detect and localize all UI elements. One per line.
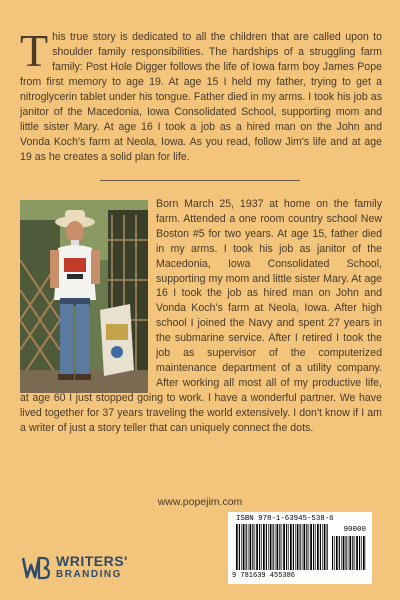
drop-cap: T [20,25,49,76]
author-bio [20,197,382,436]
author-website: www.popejim.com [157,496,243,508]
publisher-name-line1: WRITERS' [56,553,128,569]
blurb-text: his true story is dedicated to all the children that are called upon to shoulder family responsibilities. The hardships of a struggling farm family: Post Hole Digger follows the life of Iowa farm boy James Pope from first memory to age 19. At age 15 I held my father, trying to get a nitroglycerin tablet under his tongue. Father died in my arms. I took his job as janitor of the Macedonia, Iowa Consolidated School, supporting mom and little sister Mary. At age 16 I took a job as a hired man on the John and Vonda Koch's farm at Neola, Iowa. As you read, follow Jim's life and at age 19 as he creates a solid plan for life. [20,31,382,163]
isbn-barcode [228,512,372,584]
section-divider [100,180,300,181]
wb-logo-icon [22,555,50,581]
price-code: 90000 [343,526,366,534]
barcode-digits: 9 781639 455386 [232,572,296,580]
isbn-label: ISBN 978-1-63945-538-6 [236,515,334,523]
back-cover-blurb [20,25,382,165]
publisher-name [56,555,128,581]
publisher-logo [22,555,128,581]
photo-spacer [20,197,156,377]
publisher-name-line2: BRANDING [56,569,122,580]
bio-text: Born March 25, 1937 at home on the family farm. Attended a one room country school New Boston #5 for two years. At age 15, father died in my arms. I took his job as janitor of the Macedonia, Iowa Consolidated School, supporting my mom and little sister Mary. At age 16 I took the job as hired man on John and Vonda Koch's farm at Neola, Iowa. After high school I joined the Navy and spent 27 years in the submarine service. After I retired I took the job as supervisor of the computerized maintenance department of a utility company. After working all most all of my productive life, at age 60 I just stopped going to work. I have a wonderful partner. We have lived together for 37 years traveling the world extensively. I don't know if I am a writer of just a story teller that can uniquely connect the dots. [20,198,382,434]
ean-barcode-bars [236,524,328,572]
price-addon-bars [332,536,366,572]
